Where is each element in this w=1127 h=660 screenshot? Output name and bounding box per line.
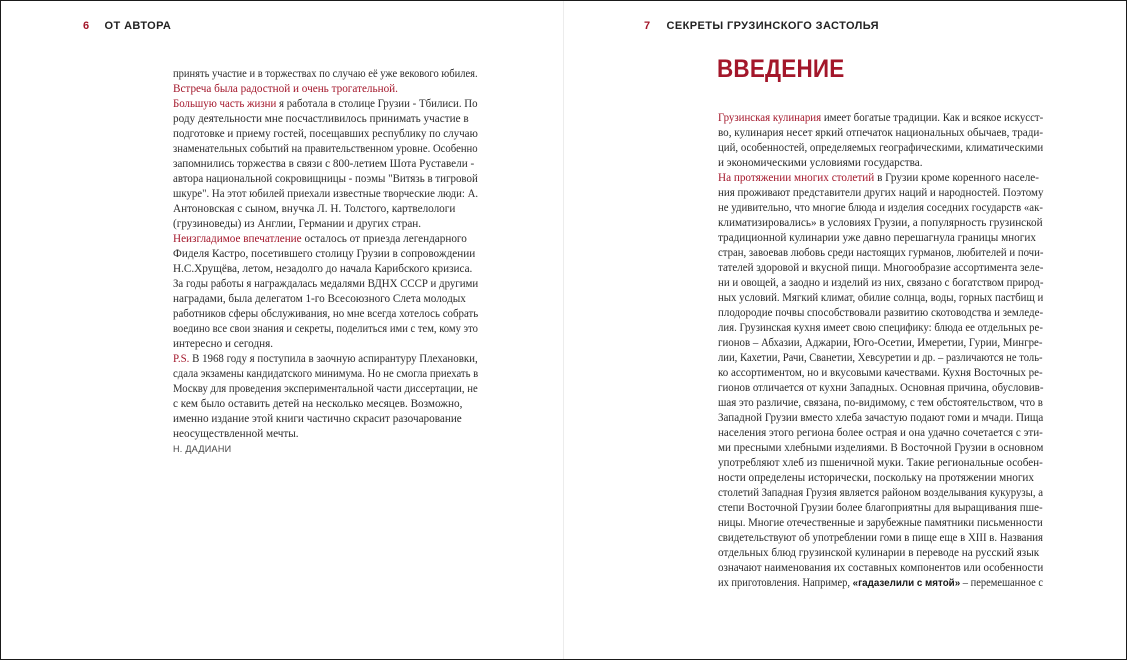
text-run: Фиделя Кастро, посетившего столицу Грузии в сопровождении — [173, 248, 476, 260]
right-text-line — [718, 231, 1043, 246]
left-text-line — [173, 322, 478, 337]
right-text-line — [718, 276, 1044, 291]
left-page-number: 6 — [83, 20, 90, 32]
text-run: ницы. Многие отечественные и зарубежные памятники письменности — [718, 517, 1043, 529]
right-text-line — [718, 366, 1043, 381]
left-text-line — [173, 397, 478, 412]
text-run: Москву для проведения экспериментальной части диссертации, не — [173, 383, 478, 395]
right-text-line — [718, 396, 1043, 411]
right-text-line — [718, 456, 1041, 471]
text-run: ния проживают представители других наций и народностей. Поэтому — [718, 187, 1044, 199]
text-run: автора национальной сокровищницы - поэмы "Витязь в тигровой — [173, 173, 478, 185]
highlighted-phrase: Неизгладимое впечатление — [173, 233, 302, 245]
text-run: означают наименования их составных компонентов или особенности — [718, 562, 1044, 574]
right-text-line — [718, 546, 1043, 561]
text-run: подготовке и приему гостей, посещавших республику по случаю — [173, 128, 478, 140]
text-run: традиционной кулинарии уже давно перешагнула границы многих — [718, 232, 1036, 244]
right-running-header — [644, 20, 879, 32]
text-run: воедино все свои знания и секреты, поделиться ими с тем, кому это — [173, 323, 478, 335]
text-run: наградами, была делегатом 1-го Всесоюзного Слета молодых — [173, 293, 466, 305]
right-text-line — [718, 321, 1043, 336]
right-text-line — [718, 246, 1044, 261]
text-run: населения этого региона более острая и она удачно сочетается с эти- — [718, 427, 1043, 439]
left-text-line — [173, 202, 478, 217]
text-run: степи Восточной Грузии более благоприятны для выращивания пше- — [718, 502, 1043, 514]
left-text-line — [173, 307, 479, 322]
text-run: климатизировались» в условиях Грузии, а популярность грузинской — [718, 217, 1043, 229]
right-text-line — [718, 516, 1043, 531]
text-run: Антоновская с сыном, внучка Л. Н. Толстого, картвелологи — [173, 203, 456, 215]
right-text-line — [718, 216, 1043, 231]
text-run: шкуре". На этот юбилей приехали известные творческие люди: А. — [173, 188, 479, 200]
text-run: роду деятельности мне посчастливилось принимать участие в — [173, 113, 469, 125]
left-text-line — [173, 187, 479, 202]
right-text-line — [718, 306, 1044, 321]
left-text-line — [173, 442, 478, 457]
text-run: их приготовления. Например, — [718, 577, 853, 589]
text-run: знаменательных событий на правительственном уровне. Особенно — [173, 143, 478, 155]
text-run: гионов отличается от кухни Западных. Основная причина, обусловив- — [718, 382, 1044, 394]
right-text-line — [718, 336, 1043, 351]
right-running-head-title: СЕКРЕТЫ ГРУЗИНСКОГО ЗАСТОЛЬЯ — [666, 20, 879, 32]
text-run: ных условий. Мягкий климат, обилие солнца, воды, горных пастбищ и — [718, 292, 1044, 304]
left-text-line — [173, 127, 478, 142]
right-text-line — [718, 351, 1043, 366]
right-text-line — [718, 171, 1043, 186]
text-run: лия. Грузинская кухня имеет свою специфику: блюда ее отдельных ре- — [718, 322, 1043, 334]
left-text-line — [173, 82, 478, 97]
left-body-text — [173, 67, 478, 457]
text-run: В 1968 году я поступила в заочную аспирантуру Плехановки, — [189, 353, 478, 365]
text-run: и экономическими условиями государства. — [718, 157, 923, 169]
text-run: Н.С.Хрущёва, летом, незадолго до начала Карибского кризиса. — [173, 263, 473, 275]
left-text-line — [173, 292, 478, 307]
text-run: гионов – Абхазии, Аджарии, Юго-Осетии, Имеретии, Гурии, Мингре- — [718, 337, 1043, 349]
right-text-line — [718, 291, 1044, 306]
left-text-line — [173, 262, 478, 277]
text-run: имеет богатые традиции. Как и всякое искусст- — [821, 112, 1044, 124]
text-run: интересно и сегодня. — [173, 338, 274, 350]
highlighted-phrase: На протяжении многих столетий — [718, 172, 875, 184]
right-text-line — [718, 261, 1044, 276]
right-text-line — [718, 471, 1043, 486]
left-text-line — [173, 277, 479, 292]
left-text-line — [173, 112, 478, 127]
right-text-line — [718, 381, 1044, 396]
text-run: отдельных блюд грузинской кулинарии в переводе на русский язык — [718, 547, 1040, 559]
left-page — [1, 1, 563, 659]
right-text-line — [718, 576, 1044, 591]
text-run: тателей здоровой и вкусной пищи. Многообразие ассортимента зеле- — [718, 262, 1044, 274]
highlighted-phrase: Встреча была радостной и очень трогательной. — [173, 83, 398, 95]
chapter-heading: ВВЕДЕНИЕ — [717, 55, 845, 83]
left-text-line — [173, 142, 478, 157]
text-run: ни и овощей, а заодно и изделий из них, связано с богатством природ- — [718, 277, 1044, 289]
right-body-text — [718, 111, 1043, 591]
text-run: неосуществленной мечты. — [173, 428, 299, 440]
text-run: – перемешанное с — [960, 577, 1044, 589]
text-run: работников сферы обслуживания, но мне всегда хотелось собрать — [173, 308, 479, 320]
right-text-line — [718, 531, 1044, 546]
text-run: ности определены исторически, поскольку на протяжении многих — [718, 472, 1035, 484]
left-text-line — [173, 367, 479, 382]
text-run: я работала в столице Грузии - Тбилиси. По — [276, 98, 478, 110]
text-run: запомнились торжества в связи с 800-летием Шота Руставели - — [173, 158, 475, 170]
left-text-line — [173, 67, 478, 82]
text-run: во, кулинария несет яркий отпечаток национальных обычаев, тради- — [718, 127, 1044, 139]
right-text-line — [718, 411, 1044, 426]
right-page-number: 7 — [644, 20, 651, 32]
text-run: в Грузии кроме коренного населе- — [874, 172, 1039, 184]
right-text-line — [718, 111, 1044, 126]
left-text-line — [173, 352, 478, 367]
left-text-line — [173, 172, 478, 187]
right-text-line — [718, 441, 1044, 456]
text-run: свидетельствуют об употреблении гоми в пище еще в XIII в. Названия — [718, 532, 1044, 544]
right-text-line — [718, 501, 1043, 516]
text-run: лии, Кахетии, Рачи, Сванетии, Хевсуретии и др. – различаются не толь- — [718, 352, 1043, 364]
text-run: не удивительно, что многие блюда и изделия соседних государств «ак- — [718, 202, 1043, 214]
right-text-line — [718, 126, 1044, 141]
text-run: стран, завоевав любовь среди настоящих гурманов, любителей и почи- — [718, 247, 1044, 259]
text-run: (грузиноведы) из Англии, Германии и других стран. — [173, 218, 422, 230]
text-run: ций, особенностей, определяемых географическими, климатическими — [718, 142, 1044, 154]
left-running-head-title: ОТ АВТОРА — [104, 20, 172, 32]
left-text-line — [173, 97, 478, 112]
highlighted-phrase: Большую часть жизни — [173, 98, 277, 110]
text-run: осталось от приезда легендарного — [301, 233, 467, 245]
left-text-line — [173, 427, 478, 442]
right-text-line — [718, 561, 1044, 576]
text-run: сдала экзамены кандидатского минимума. Но не смогла приехать в — [173, 368, 479, 380]
author-signature: Н. ДАДИАНИ — [173, 444, 232, 454]
right-text-line — [718, 201, 1043, 216]
right-text-line — [718, 186, 1044, 201]
left-text-line — [173, 232, 478, 247]
text-run: шая это различие, связана, по-видимому, с тем обстоятельством, что в — [718, 397, 1043, 409]
right-text-line — [718, 486, 1044, 501]
left-text-line — [173, 382, 478, 397]
right-page — [564, 1, 1126, 659]
left-text-line — [173, 412, 478, 427]
text-run: употребляют хлеб из пшеничной муки. Такие региональные особен- — [718, 457, 1043, 469]
text-run: ко ассортиментом, но и вкусовыми качествами. Кухня Восточных ре- — [718, 367, 1043, 379]
text-run: плодородие почвы способствовали развитию скотоводства и земледе- — [718, 307, 1044, 319]
left-text-line — [173, 337, 478, 352]
text-run: За годы работы я награждалась медалями ВДНХ СССР и другими — [173, 278, 479, 290]
text-run: Западной Грузии вместо хлеба зачастую подают гоми и мчади. Пища — [718, 412, 1044, 424]
left-text-line — [173, 247, 478, 262]
text-run: принять участие и в торжествах по случаю её уже векового юбилея. — [173, 68, 478, 80]
dish-name-bold: «гадазелили с мятой» — [852, 577, 961, 589]
highlighted-phrase: P.S. — [173, 353, 190, 365]
left-text-line — [173, 217, 478, 232]
left-running-header — [83, 20, 171, 32]
text-run: с кем было оставить детей на несколько месяцев. Возможно, — [173, 398, 463, 410]
right-text-line — [718, 156, 1043, 171]
text-run: именно издание этой книги частично скрасит разочарование — [173, 413, 462, 425]
right-text-line — [718, 426, 1043, 441]
text-run: столетий Западная Грузия является районом возделывания кукурузы, а — [718, 487, 1044, 499]
left-text-line — [173, 157, 478, 172]
highlighted-phrase: Грузинская кулинария — [718, 112, 822, 124]
right-text-line — [718, 141, 1044, 156]
text-run: ми пресными хлебными изделиями. В Восточной Грузии в основном — [718, 442, 1044, 454]
